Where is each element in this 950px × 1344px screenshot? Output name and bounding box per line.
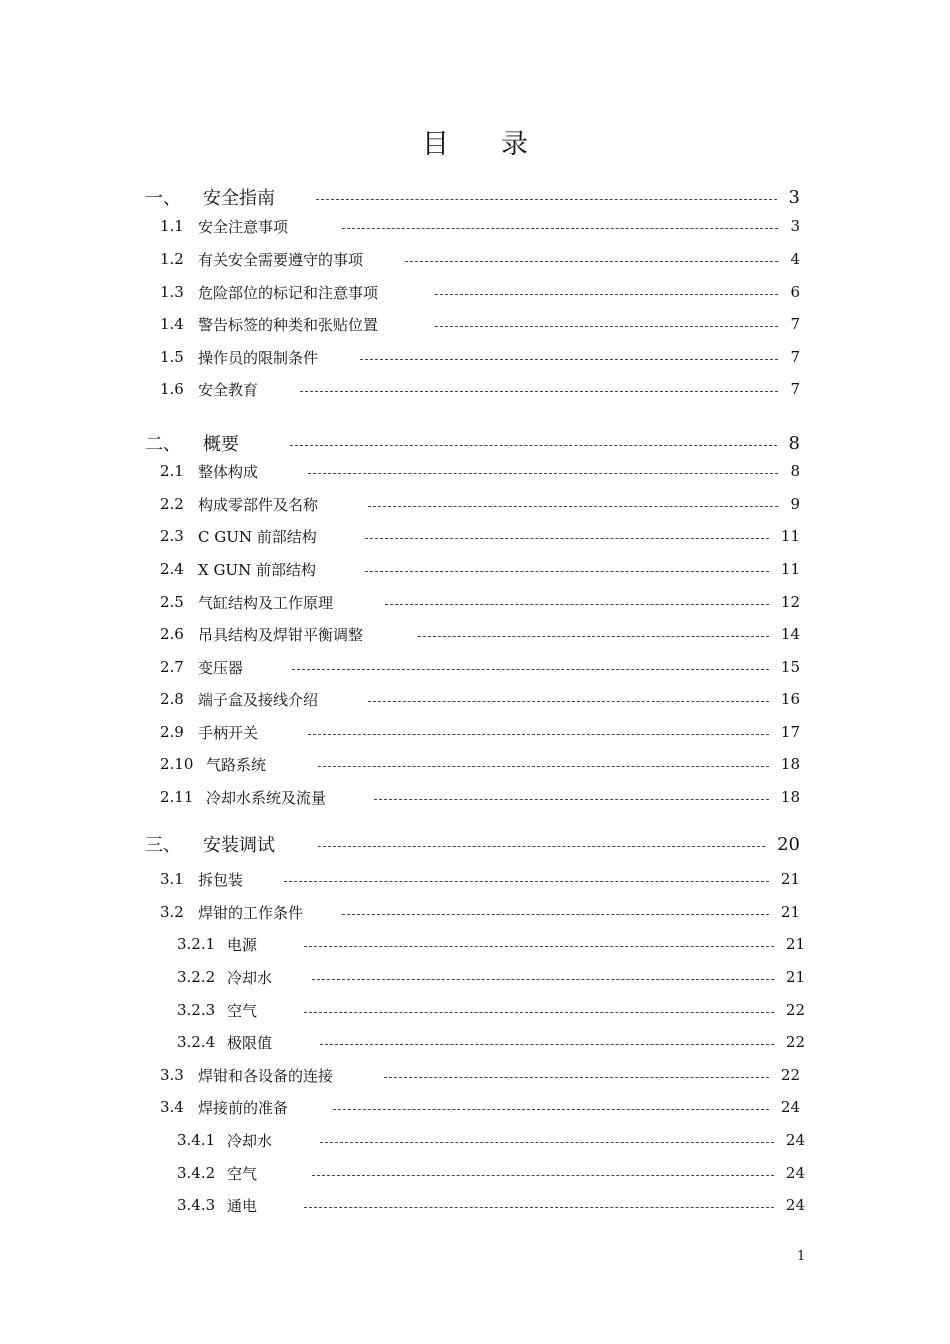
toc-entry-number: 3.2.2 [177, 968, 216, 986]
toc-entry-page: 11 [780, 527, 800, 545]
toc-entry-label: 安全指南 [203, 188, 275, 209]
toc-entry-number: 2.10 [160, 755, 194, 773]
toc-entry-number: 二、 [145, 434, 181, 455]
toc-entry-number: 2.1 [160, 462, 184, 480]
toc-entry[interactable] [145, 833, 800, 855]
toc-leader-dots [435, 294, 778, 295]
toc-entry-number: 3.4.1 [177, 1131, 216, 1149]
toc-entry-page: 4 [790, 250, 800, 268]
toc-entry-page: 18 [780, 755, 800, 773]
toc-leader-dots [418, 636, 769, 637]
toc-leader-dots [333, 1109, 769, 1110]
toc-leader-dots [284, 881, 769, 882]
toc-entry-number: 3.2.3 [177, 1001, 216, 1019]
toc-entry[interactable] [177, 1162, 805, 1184]
toc-entry-number: 1.2 [160, 250, 184, 268]
page-number: 1 [797, 1249, 806, 1264]
toc-entry-page: 24 [780, 1098, 800, 1116]
toc-entry-page: 18 [780, 788, 800, 806]
toc-entry-label: 整体构成 [198, 462, 259, 481]
toc-entry[interactable] [177, 933, 805, 955]
toc-entry-label: 焊钳的工作条件 [198, 903, 304, 922]
toc-leader-dots [368, 701, 769, 702]
toc-leader-dots [365, 571, 769, 572]
toc-entry-page: 12 [780, 593, 800, 611]
toc-entry[interactable] [160, 493, 800, 515]
toc-entry-number: 3.2.4 [177, 1033, 216, 1051]
toc-entry[interactable] [160, 591, 800, 613]
toc-entry-label: 拆包装 [198, 870, 244, 889]
toc-entry-page: 17 [780, 723, 800, 741]
toc-entry[interactable] [160, 346, 800, 368]
toc-leader-dots [316, 199, 777, 200]
toc-entry-page: 8 [788, 432, 800, 454]
toc-leader-dots [300, 391, 778, 392]
toc-entry-number: 3.3 [160, 1066, 184, 1084]
toc-entry[interactable] [177, 1194, 805, 1216]
toc-entry-page: 7 [790, 348, 800, 366]
toc-entry[interactable] [160, 215, 800, 237]
toc-entry-label: 冷却水 [227, 1131, 273, 1150]
toc-entry-page: 22 [785, 1033, 805, 1051]
toc-entry-label: 电源 [227, 935, 258, 954]
toc-entry[interactable] [160, 1064, 800, 1086]
toc-entry-number: 2.9 [160, 723, 184, 741]
toc-entry-number: 1.1 [160, 217, 184, 235]
toc-leader-dots [292, 669, 769, 670]
toc-entry-number: 3.2.1 [177, 935, 216, 953]
toc-entry-page: 9 [790, 495, 800, 513]
toc-entry-label: 安全注意事项 [198, 217, 289, 236]
toc-entry-page: 21 [780, 903, 800, 921]
toc-entry[interactable] [160, 525, 800, 547]
toc-leader-dots [304, 1012, 774, 1013]
toc-leader-dots [320, 1044, 774, 1045]
toc-entry[interactable] [160, 868, 800, 890]
toc-entry-label: C GUN 前部结构 [198, 527, 317, 546]
toc-entry-number: 3.4 [160, 1098, 184, 1116]
toc-entry-label: 安全教育 [198, 380, 259, 399]
toc-entry-number: 2.4 [160, 560, 184, 578]
toc-entry-label: 端子盒及接线介绍 [198, 690, 319, 709]
toc-leader-dots [374, 799, 769, 800]
toc-entry-number: 1.4 [160, 315, 184, 333]
toc-entry-number: 1.3 [160, 283, 184, 301]
toc-entry-number: 一、 [145, 188, 181, 209]
toc-leader-dots [405, 261, 778, 262]
toc-leader-dots [304, 946, 774, 947]
toc-entry-page: 21 [785, 968, 805, 986]
toc-leader-dots [312, 979, 774, 980]
toc-entry-label: 操作员的限制条件 [198, 348, 319, 367]
toc-entry-label: 冷却水系统及流量 [206, 788, 327, 807]
toc-entry-number: 2.6 [160, 625, 184, 643]
toc-leader-dots [342, 914, 769, 915]
toc-entry[interactable] [160, 688, 800, 710]
toc-entry[interactable] [160, 313, 800, 335]
toc-entry-number: 2.11 [160, 788, 194, 806]
toc-entry-number: 2.3 [160, 527, 184, 545]
toc-entry-number: 3.4.3 [177, 1196, 216, 1214]
toc-leader-dots [308, 734, 769, 735]
toc-entry-label: 气路系统 [206, 755, 267, 774]
toc-entry-number: 三、 [145, 835, 181, 856]
toc-entry-page: 8 [790, 462, 800, 480]
toc-entry-page: 21 [785, 935, 805, 953]
toc-entry-number: 1.5 [160, 348, 184, 366]
toc-entry-label: 极限值 [227, 1033, 273, 1052]
toc-entry-page: 14 [780, 625, 800, 643]
toc-entry[interactable] [160, 623, 800, 645]
toc-entry-number: 3.2 [160, 903, 184, 921]
toc-entry[interactable] [145, 432, 800, 454]
toc-leader-dots [290, 445, 777, 446]
toc-entry-page: 22 [785, 1001, 805, 1019]
toc-entry-label: 冷却水 [227, 968, 273, 987]
toc-leader-dots [308, 473, 778, 474]
toc-entry[interactable] [177, 966, 805, 988]
toc-entry[interactable] [177, 1129, 805, 1151]
toc-entry-page: 24 [785, 1196, 805, 1214]
toc-entry-label: 空气 [227, 1001, 258, 1020]
toc-entry-number: 2.7 [160, 658, 184, 676]
toc-entry-label: 警告标签的种类和张贴位置 [198, 315, 379, 334]
toc-entry-label: 吊具结构及焊钳平衡调整 [198, 625, 364, 644]
toc-entry[interactable] [145, 186, 800, 208]
toc-leader-dots [360, 359, 778, 360]
toc-entry[interactable] [177, 999, 805, 1021]
toc-title [0, 122, 950, 161]
toc-entry-label: 空气 [227, 1164, 258, 1183]
toc-leader-dots [342, 228, 778, 229]
toc-entry-label: 焊接前的准备 [198, 1098, 289, 1117]
toc-entry-label: 变压器 [198, 658, 244, 677]
toc-entry-label: 概要 [203, 434, 239, 455]
toc-entry-label: X GUN 前部结构 [198, 560, 316, 579]
toc-entry-page: 21 [780, 870, 800, 888]
toc-leader-dots [368, 506, 778, 507]
toc-entry-number: 3.4.2 [177, 1164, 216, 1182]
toc-entry[interactable] [160, 378, 800, 400]
toc-leader-dots [384, 1077, 769, 1078]
toc-entry-page: 3 [790, 217, 800, 235]
toc-entry-label: 构成零部件及名称 [198, 495, 319, 514]
toc-leader-dots [312, 1175, 774, 1176]
toc-entry[interactable] [160, 248, 800, 270]
toc-entry-label: 焊钳和各设备的连接 [198, 1066, 334, 1085]
toc-entry-label: 有关安全需要遵守的事项 [198, 250, 364, 269]
toc-title-right: 录 [501, 129, 528, 160]
toc-entry[interactable] [160, 281, 800, 303]
toc-entry-label: 手柄开关 [198, 723, 259, 742]
toc-entry-number: 1.6 [160, 380, 184, 398]
toc-entry-page: 7 [790, 315, 800, 333]
toc-entry[interactable] [160, 901, 800, 923]
toc-entry-page: 3 [788, 186, 800, 208]
toc-entry-number: 2.8 [160, 690, 184, 708]
toc-entry[interactable] [160, 460, 800, 482]
toc-leader-dots [318, 766, 769, 767]
toc-entry-label: 安装调试 [203, 835, 275, 856]
toc-entry-page: 20 [777, 833, 800, 855]
toc-title-left: 目 [422, 129, 449, 160]
toc-entry-page: 11 [780, 560, 800, 578]
toc-leader-dots [385, 604, 769, 605]
toc-entry-page: 6 [790, 283, 800, 301]
toc-entry-page: 22 [780, 1066, 800, 1084]
toc-entry-page: 7 [790, 380, 800, 398]
toc-entry-number: 2.5 [160, 593, 184, 611]
toc-entry[interactable] [160, 1096, 800, 1118]
toc-entry[interactable] [160, 753, 800, 775]
toc-leader-dots [304, 1207, 774, 1208]
toc-entry-number: 2.2 [160, 495, 184, 513]
toc-entry[interactable] [177, 1031, 805, 1053]
toc-entry[interactable] [160, 558, 800, 580]
toc-entry[interactable] [160, 786, 800, 808]
toc-entry-number: 3.1 [160, 870, 184, 888]
toc-leader-dots [365, 538, 769, 539]
toc-leader-dots [435, 326, 778, 327]
toc-entry-label: 气缸结构及工作原理 [198, 593, 334, 612]
toc-entry-label: 通电 [227, 1196, 258, 1215]
toc-entry-page: 16 [780, 690, 800, 708]
toc-leader-dots [318, 846, 765, 847]
toc-entry-page: 15 [780, 658, 800, 676]
toc-entry-page: 24 [785, 1131, 805, 1149]
toc-leader-dots [320, 1142, 774, 1143]
toc-entry-page: 24 [785, 1164, 805, 1182]
toc-entry[interactable] [160, 656, 800, 678]
toc-entry-label: 危险部位的标记和注意事项 [198, 283, 379, 302]
toc-entry[interactable] [160, 721, 800, 743]
